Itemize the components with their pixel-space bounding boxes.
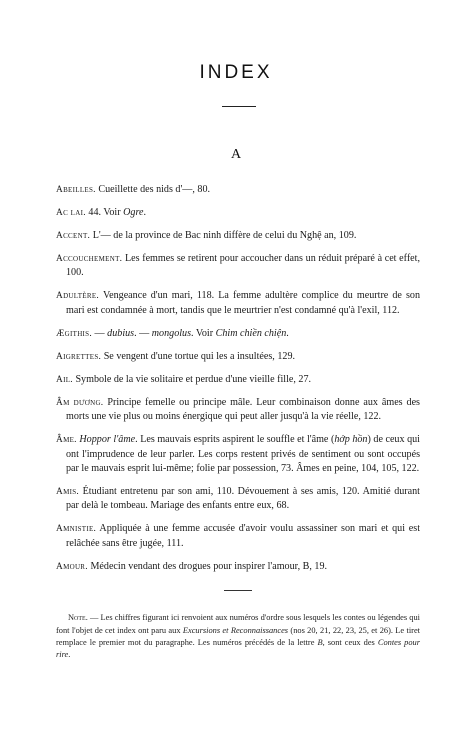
index-entry bbox=[56, 327, 420, 341]
entry-head: Abeilles. bbox=[56, 185, 96, 195]
index-entry bbox=[56, 373, 420, 387]
entry-head: Accent. bbox=[56, 231, 91, 241]
entry-head: Amour. bbox=[56, 561, 88, 572]
footnote-italic: B bbox=[317, 637, 323, 647]
entry-body: Médecin vendant des drogues pour inspirer l'amour, B, 19. bbox=[87, 560, 328, 572]
footnote-text: , sont ceux des bbox=[322, 637, 378, 647]
footnote bbox=[56, 612, 420, 661]
index-entry bbox=[56, 289, 420, 318]
entry-italic: hớp hồn bbox=[334, 434, 368, 446]
entry-body: Symbole de la vie solitaire et perdue d'une vieille fille, 27. bbox=[72, 373, 312, 385]
entry-body: Principe femelle ou principe mâle. Leur combinaison donne aux âmes des morts une vie plus ou moins énergique qui peut aller jusqu'à la vie réelle, 122. bbox=[66, 396, 420, 423]
footnote-text: — Les chiffres figurant ici renvoient aux numéros d'ordre sous lesquels les contes ou légendes qui font l'objet de cet index ont paru aux bbox=[56, 613, 420, 635]
entry-body: Vengeance d'un mari, 118. La femme adultère complice du meurtre de son mari est condamnée à mort, tandis que le meurtrier n'est condamné qu'à l'exil, 112. bbox=[66, 290, 420, 316]
entry-body: 44. Voir bbox=[85, 207, 124, 218]
entry-tail: ) de ceux qui ont l'imprudence de leur parler. Les corps restent privés de sentiment ou sont occupés par le mauvais esprit lui-même; folie par possession, 73. Âmes en peine, 104, 105, 122. bbox=[66, 434, 420, 475]
index-entry bbox=[56, 485, 420, 514]
entry-italic: mongolus bbox=[151, 327, 192, 339]
entry-tail: . Voir bbox=[191, 327, 216, 339]
entry-body: Étudiant entretenu par son ami, 110. Dévouement à ses amis, 120. Amitié durant par delà le tombeau. Mariage des enfants entre eux, 68. bbox=[66, 486, 420, 512]
footnote-text: . bbox=[68, 650, 71, 659]
entry-tail: . bbox=[143, 207, 147, 218]
footnote-italic: Contes pour rire bbox=[56, 637, 420, 659]
entry-head: Amis. bbox=[56, 487, 80, 498]
footnote-text: (nos 20, 21, 22, 23, 25, et 26). Le tiret remplace le premier mot du paragraphe. Les numéros précédés de la lettre bbox=[56, 625, 420, 647]
entry-tail: . bbox=[286, 327, 289, 339]
index-entry bbox=[56, 206, 420, 220]
entry-head: Aigrettes. bbox=[56, 351, 102, 362]
section-letter: A bbox=[230, 147, 242, 162]
entry-head: Ægithis. bbox=[56, 328, 93, 339]
index-entry bbox=[56, 522, 420, 551]
entry-head: Âm dương. bbox=[56, 397, 104, 408]
entry-head: Accouchement. bbox=[56, 254, 123, 264]
page-title: INDEX bbox=[199, 62, 273, 83]
index-entry bbox=[56, 560, 420, 574]
entry-italic: dubius bbox=[107, 327, 135, 339]
entry-body: Se vengent d'une tortue qui les a insultées, 129. bbox=[101, 350, 296, 362]
entry-body: Cueillette des nids d'—, 80. bbox=[95, 184, 211, 195]
index-entry bbox=[56, 252, 420, 281]
entry-body: L'— de la province de Bac ninh diffère de celui du Nghệ an, 109. bbox=[90, 230, 357, 241]
index-entries bbox=[56, 183, 420, 583]
index-entry bbox=[56, 183, 420, 197]
entry-head: Amnistie. bbox=[56, 524, 97, 535]
index-entry bbox=[56, 396, 420, 425]
entry-tail: . — bbox=[134, 327, 152, 339]
footnote-head: Note. bbox=[68, 613, 88, 623]
entry-head: Ac lai. bbox=[56, 208, 86, 218]
index-entry bbox=[56, 229, 420, 243]
index-entry bbox=[56, 433, 420, 476]
entry-body: — bbox=[92, 327, 108, 339]
entry-body: Appliquée à une femme accusée d'avoir voulu assassiner son mari et qui est relâchée sans être jugée, 111. bbox=[66, 523, 420, 549]
entry-italic: Ogre bbox=[123, 207, 144, 218]
entry-italic: Hoppor l'âme bbox=[79, 434, 136, 446]
entry-body: Les femmes se retirent pour accoucher dans un réduit préparé à cet effet, 100. bbox=[66, 253, 420, 279]
entry-head: Ail. bbox=[56, 374, 73, 385]
entry-head: Adultère. bbox=[56, 291, 100, 302]
footnote-italic: Excursions et Reconnaissances bbox=[182, 625, 289, 635]
entry-head: Âme. bbox=[56, 435, 77, 446]
entry-tail: . Les mauvais esprits aspirent le souffle et l'âme ( bbox=[135, 434, 335, 446]
footnote-rule bbox=[224, 590, 252, 591]
index-entry bbox=[56, 350, 420, 364]
title-rule bbox=[222, 106, 256, 107]
entry-italic: Chim chiền chiện bbox=[215, 327, 287, 339]
